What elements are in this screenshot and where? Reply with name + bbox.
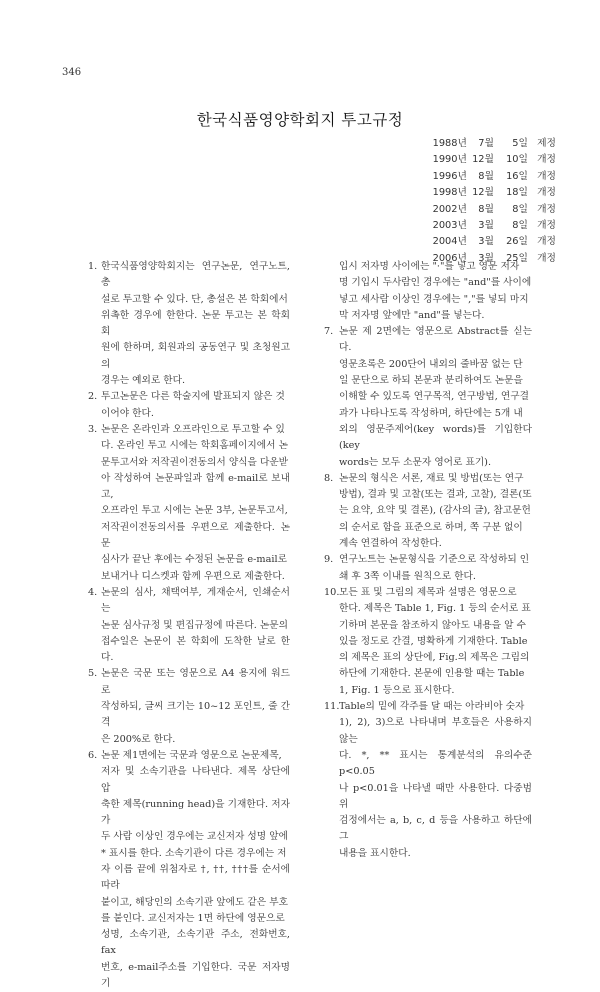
history-year: 2004년 (432, 236, 467, 248)
rule-item (88, 666, 290, 747)
history-type: 제정 (537, 138, 556, 149)
history-row (424, 152, 556, 168)
history-row (424, 218, 556, 234)
history-type: 개정 (537, 203, 556, 215)
rule-text: 논문의 심사, 채택여부, 게재순서, 인쇄순서는 논문 심사규정 및 편집규정에 따른다. 논문의 접수일은 논문이 본 학회에 도착한 날로 한다. (101, 586, 290, 664)
rule-item (88, 259, 290, 389)
rule-item (324, 471, 532, 552)
rule-text: Table의 밑에 각주를 달 때는 아라비아 숫자 1), 2), 3)으로 나타내며 부호들은 사용하지 않는 다. *, ** 표시는 통계분석의 유의수준 p<0.05 나 p<0.01을 나타낼 때만 사용한다. 다중범위 검정에서는 a, b, c, d 등을 사용하고 하단에 그 내용을 표시한다. (339, 701, 532, 859)
rule-number: 10. (324, 586, 340, 598)
history-day: 5일 (512, 138, 528, 149)
rule-number: 4. (88, 586, 98, 598)
rule-item (324, 552, 532, 585)
history-year: 2002년 (432, 203, 467, 215)
rule-text: 논문 제1면에는 국문과 영문으로 논문제목, 저자 및 소속기관을 나타낸다. 제목 상단에 압 축한 제목(running head)을 기재한다. 저자가 두 사람 이상인 경우에는 교신저자 성명 앞에 * 표시를 한다. 소속기관이 다른 경우에는 저 자 이름 끝에 위첨자로 †, ††, †††를 순서에 따라 붙이고, 해당인의 소속기관 앞에도 같은 부호 를 붙인다. 교신저자는 1면 하단에 영문으로 성명, 소속기관, 소속기관 주소, 전화번호, fax 번호, e-mail주소를 기입한다. 국문 저자명 기 (101, 749, 290, 990)
history-row (424, 234, 556, 250)
page-title: 한국식품영양학회지 투고규정 (196, 111, 404, 129)
history-day: 8일 (512, 219, 528, 231)
rule-text: 한국식품영양학회지는 연구논문, 연구노트, 총 설로 투고할 수 있다. 단, 총설은 본 학회에서 위촉한 경우에 한한다. 논문 투고는 본 학회 회 원에 한하며, 회원과의 공동연구 및 초청원고의 경우는 예외로 한다. (101, 261, 290, 387)
rule-number: 6. (88, 749, 98, 761)
history-month: 3월 (478, 219, 494, 231)
rule-number: 11. (324, 701, 340, 713)
history-day: 25일 (506, 252, 528, 264)
rule-number: 8. (324, 472, 334, 484)
history-type: 개정 (537, 187, 556, 199)
history-type: 개정 (537, 252, 556, 264)
rule-item (324, 324, 532, 471)
continued-paragraph: 입시 저자명 사이에는 "·"를 넣고 영문 저자 명 기입시 두사람인 경우에는 "and"를 사이에 넣고 세사람 이상인 경우에는 ","를 넣되 마지 막 저자명 앞에만 "and"를 넣는다. (339, 261, 532, 321)
history-type: 개정 (537, 236, 556, 248)
rule-item (88, 585, 290, 666)
rule-item (88, 422, 290, 585)
history-day: 26일 (506, 236, 528, 248)
history-row (424, 185, 556, 201)
history-month: 3월 (478, 252, 494, 264)
rule-text: 논문은 국문 또는 영문으로 A4 용지에 워드로 작성하되, 글씨 크기는 10~12 포인트, 줄 간격 은 200%로 한다. (101, 668, 290, 745)
rule-text: 논문은 온라인과 오프라인으로 투고할 수 있 다. 온라인 투고 시에는 학회홈페이지에서 논 문투고서와 저작권이전동의서 양식을 다운받 아 작성하여 논문파일과 함께 e-mail로 보내고, 오프라인 투고 시에는 논문 3부, 논문투고서, 저작권이전동의서를 우편으로 제출한다. 논문 심사가 끝난 후에는 수정된 논문을 e-mail로 보내거나 디스켓과 함께 우편으로 제출한다. (101, 423, 290, 582)
rule-text: 투고논문은 다른 학술지에 발표되지 않은 것 이어야 한다. (101, 391, 285, 419)
rule-item (324, 699, 532, 862)
rule-item (324, 585, 532, 699)
history-year: 1996년 (432, 170, 467, 182)
page-number: 346 (62, 67, 82, 78)
history-year: 2006년 (432, 252, 467, 264)
rule-text: 모든 표 및 그림의 제목과 설명은 영문으로 한다. 제목은 Table 1, Fig. 1 등의 순서로 표 기하며 본문을 참조하지 않아도 내용을 알 수 있을 정도로 간결, 명확하게 기재한다. Table 의 제목은 표의 상단에, Fig.의 제목은 그림의 하단에 기재한다. 본문에 인용할 때는 Table 1, Fig. 1 등으로 표시한다. (339, 586, 531, 696)
rule-number: 7. (324, 326, 334, 338)
history-type: 개정 (537, 154, 556, 166)
history-day: 16일 (506, 170, 528, 182)
rule-number: 9. (324, 554, 334, 566)
rule-text: 연구노트는 논문형식을 기준으로 작성하되 인 쇄 후 3쪽 이내를 원칙으로 한다. (339, 554, 530, 582)
rule-number: 3. (88, 423, 98, 435)
revision-history (424, 136, 556, 267)
history-year: 1998년 (432, 187, 467, 199)
history-row (424, 136, 556, 152)
history-year: 2003년 (432, 219, 467, 231)
rule-item (88, 748, 290, 992)
rule-text: 논문의 형식은 서론, 재료 및 방법(또는 연구 방법), 결과 및 고찰(또는 결과, 고찰), 결론(또 는 요약, 요약 및 결론), (감사의 글), 참고문헌 의 순서로 함을 표준으로 하며, 쪽 구분 없이 계속 연결하여 작성한다. (339, 472, 532, 550)
history-year: 1990년 (432, 154, 467, 166)
rule-number: 2. (88, 391, 98, 403)
history-month: 12월 (472, 154, 494, 166)
history-month: 8월 (478, 170, 494, 182)
history-month: 8월 (478, 203, 494, 215)
rule-text: 논문 제 2면에는 영문으로 Abstract를 싣는다. 영문초록은 200단어 내외의 줄바꿈 없는 단 일 문단으로 하되 본문과 분리하여도 논문을 이해할 수 있도록 연구목적, 연구방법, 연구결 과가 나타나도록 작성하며, 하단에는 5개 내 외의 영문주제어(key words)를 기입한다(key words는 모두 소문자 영어로 표기). (339, 326, 532, 468)
history-day: 10일 (506, 154, 528, 166)
history-year: 1988년 (432, 138, 467, 149)
rule-number: 1. (88, 261, 98, 272)
rule-item (88, 389, 290, 422)
right-column (324, 259, 532, 862)
history-row (424, 169, 556, 185)
rule-number: 5. (88, 668, 98, 680)
history-type: 개정 (537, 219, 556, 231)
history-day: 18일 (506, 187, 528, 199)
history-day: 8일 (512, 203, 528, 215)
history-month: 3월 (478, 236, 494, 248)
history-type: 개정 (537, 170, 556, 182)
history-month: 7월 (478, 138, 494, 149)
history-row (424, 202, 556, 218)
left-column (88, 259, 290, 992)
history-month: 12월 (472, 187, 494, 199)
